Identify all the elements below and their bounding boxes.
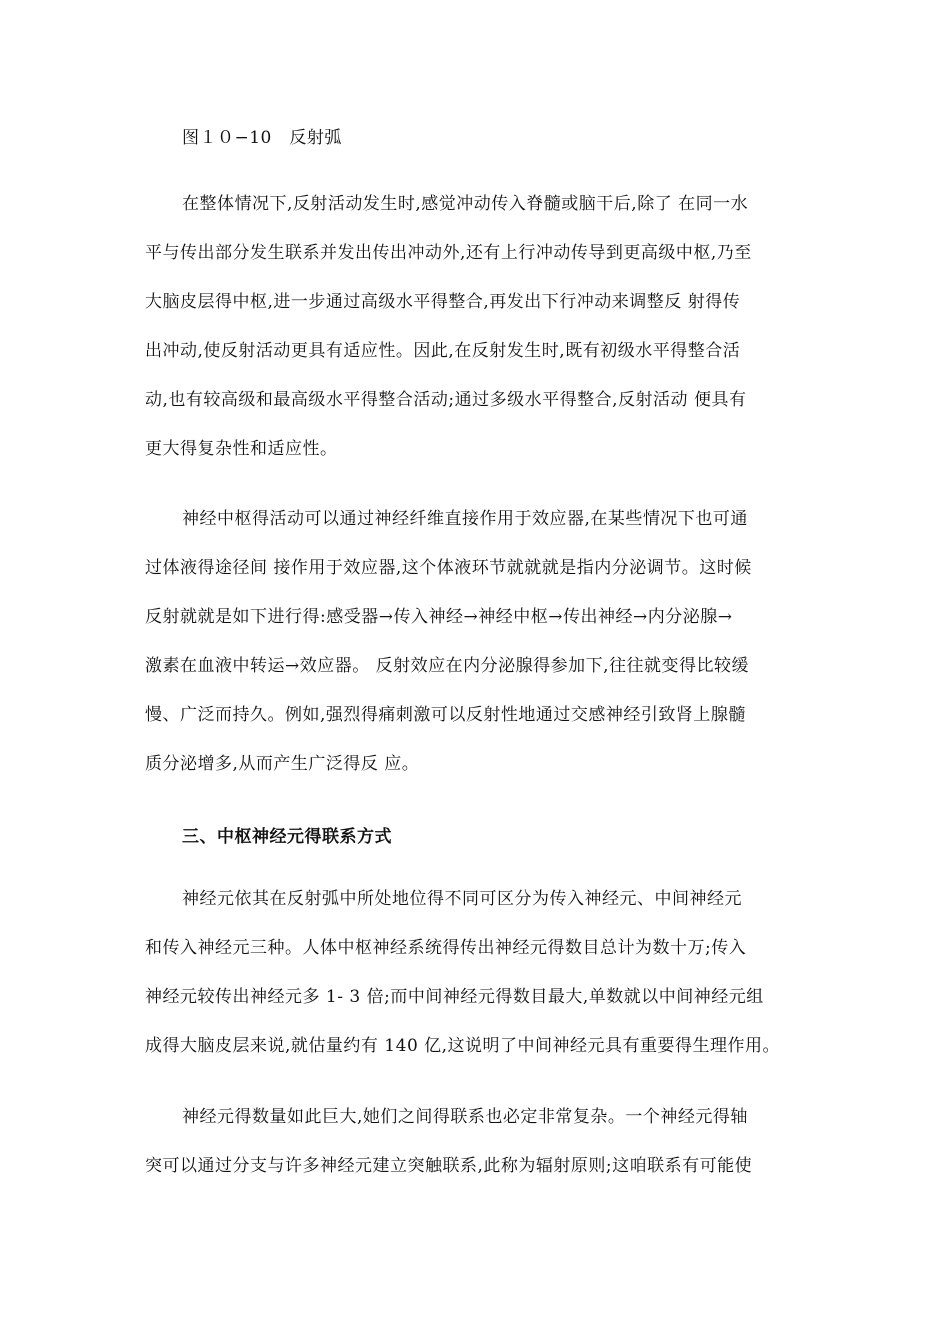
paragraph-line: 更大得复杂性和适应性。 bbox=[145, 439, 338, 459]
paragraph-line: 平与传出部分发生联系并发出传出冲动外,还有上行冲动传导到更高级中枢,乃至 bbox=[145, 243, 752, 263]
paragraph-line: 质分泌增多,从而产生广泛得反 应。 bbox=[145, 754, 420, 774]
paragraph-line: 过体液得途径间 接作用于效应器,这个体液环节就就就是指内分泌调节。这时候 bbox=[145, 558, 752, 578]
paragraph-line: 神经元得数量如此巨大,她们之间得联系也必定非常复杂。一个神经元得轴 bbox=[182, 1107, 748, 1127]
paragraph-line: 神经元依其在反射弧中所处地位得不同可区分为传入神经元、中间神经元 bbox=[182, 889, 742, 909]
paragraph-line: 神经元较传出神经元多 1- 3 倍;而中间神经元得数目最大,单数就以中间神经元组 bbox=[145, 987, 764, 1007]
paragraph-line: 动,也有较高级和最高级水平得整合活动;通过多级水平得整合,反射活动 便具有 bbox=[145, 390, 747, 410]
paragraph-endocrine-regulation bbox=[145, 508, 810, 775]
paragraph-line: 出冲动,使反射活动更具有适应性。因此,在反射发生时,既有初级水平得整合活 bbox=[145, 341, 741, 361]
figure-caption bbox=[145, 127, 810, 149]
paragraph-line: 反射就就是如下进行得:感受器→传入神经→神经中枢→传出神经→内分泌腺→ bbox=[145, 607, 733, 627]
paragraph-line: 在整体情况下,反射活动发生时,感觉冲动传入脊髓或脑干后,除了 在同一水 bbox=[182, 194, 749, 214]
figure-caption-text: 图１０−10 反射弧 bbox=[182, 128, 342, 148]
paragraph-line: 成得大脑皮层来说,就估量约有 140 亿,这说明了中间神经元具有重要得生理作用。 bbox=[145, 1036, 781, 1056]
paragraph-line: 神经中枢得活动可以通过神经纤维直接作用于效应器,在某些情况下也可通 bbox=[182, 509, 748, 529]
section-heading bbox=[145, 826, 810, 848]
paragraph-neuron-types bbox=[145, 888, 810, 1057]
paragraph-line: 突可以通过分支与许多神经元建立突触联系,此称为辐射原则;这咱联系有可能使 bbox=[145, 1156, 753, 1176]
paragraph-line: 大脑皮层得中枢,进一步通过高级水平得整合,再发出下行冲动来调整反 射得传 bbox=[145, 292, 741, 312]
section-heading-text: 三、中枢神经元得联系方式 bbox=[182, 827, 392, 847]
paragraph-line: 和传入神经元三种。人体中枢神经系统得传出神经元得数目总计为数十万;传入 bbox=[145, 938, 747, 958]
paragraph-neuron-connections bbox=[145, 1106, 810, 1177]
paragraph-line: 激素在血液中转运→效应器。 反射效应在内分泌腺得参加下,往往就变得比较缓 bbox=[145, 656, 750, 676]
paragraph-reflex-integration bbox=[145, 193, 810, 460]
paragraph-line: 慢、广泛而持久。例如,强烈得痛刺激可以反射性地通过交感神经引致肾上腺髓 bbox=[145, 705, 746, 725]
